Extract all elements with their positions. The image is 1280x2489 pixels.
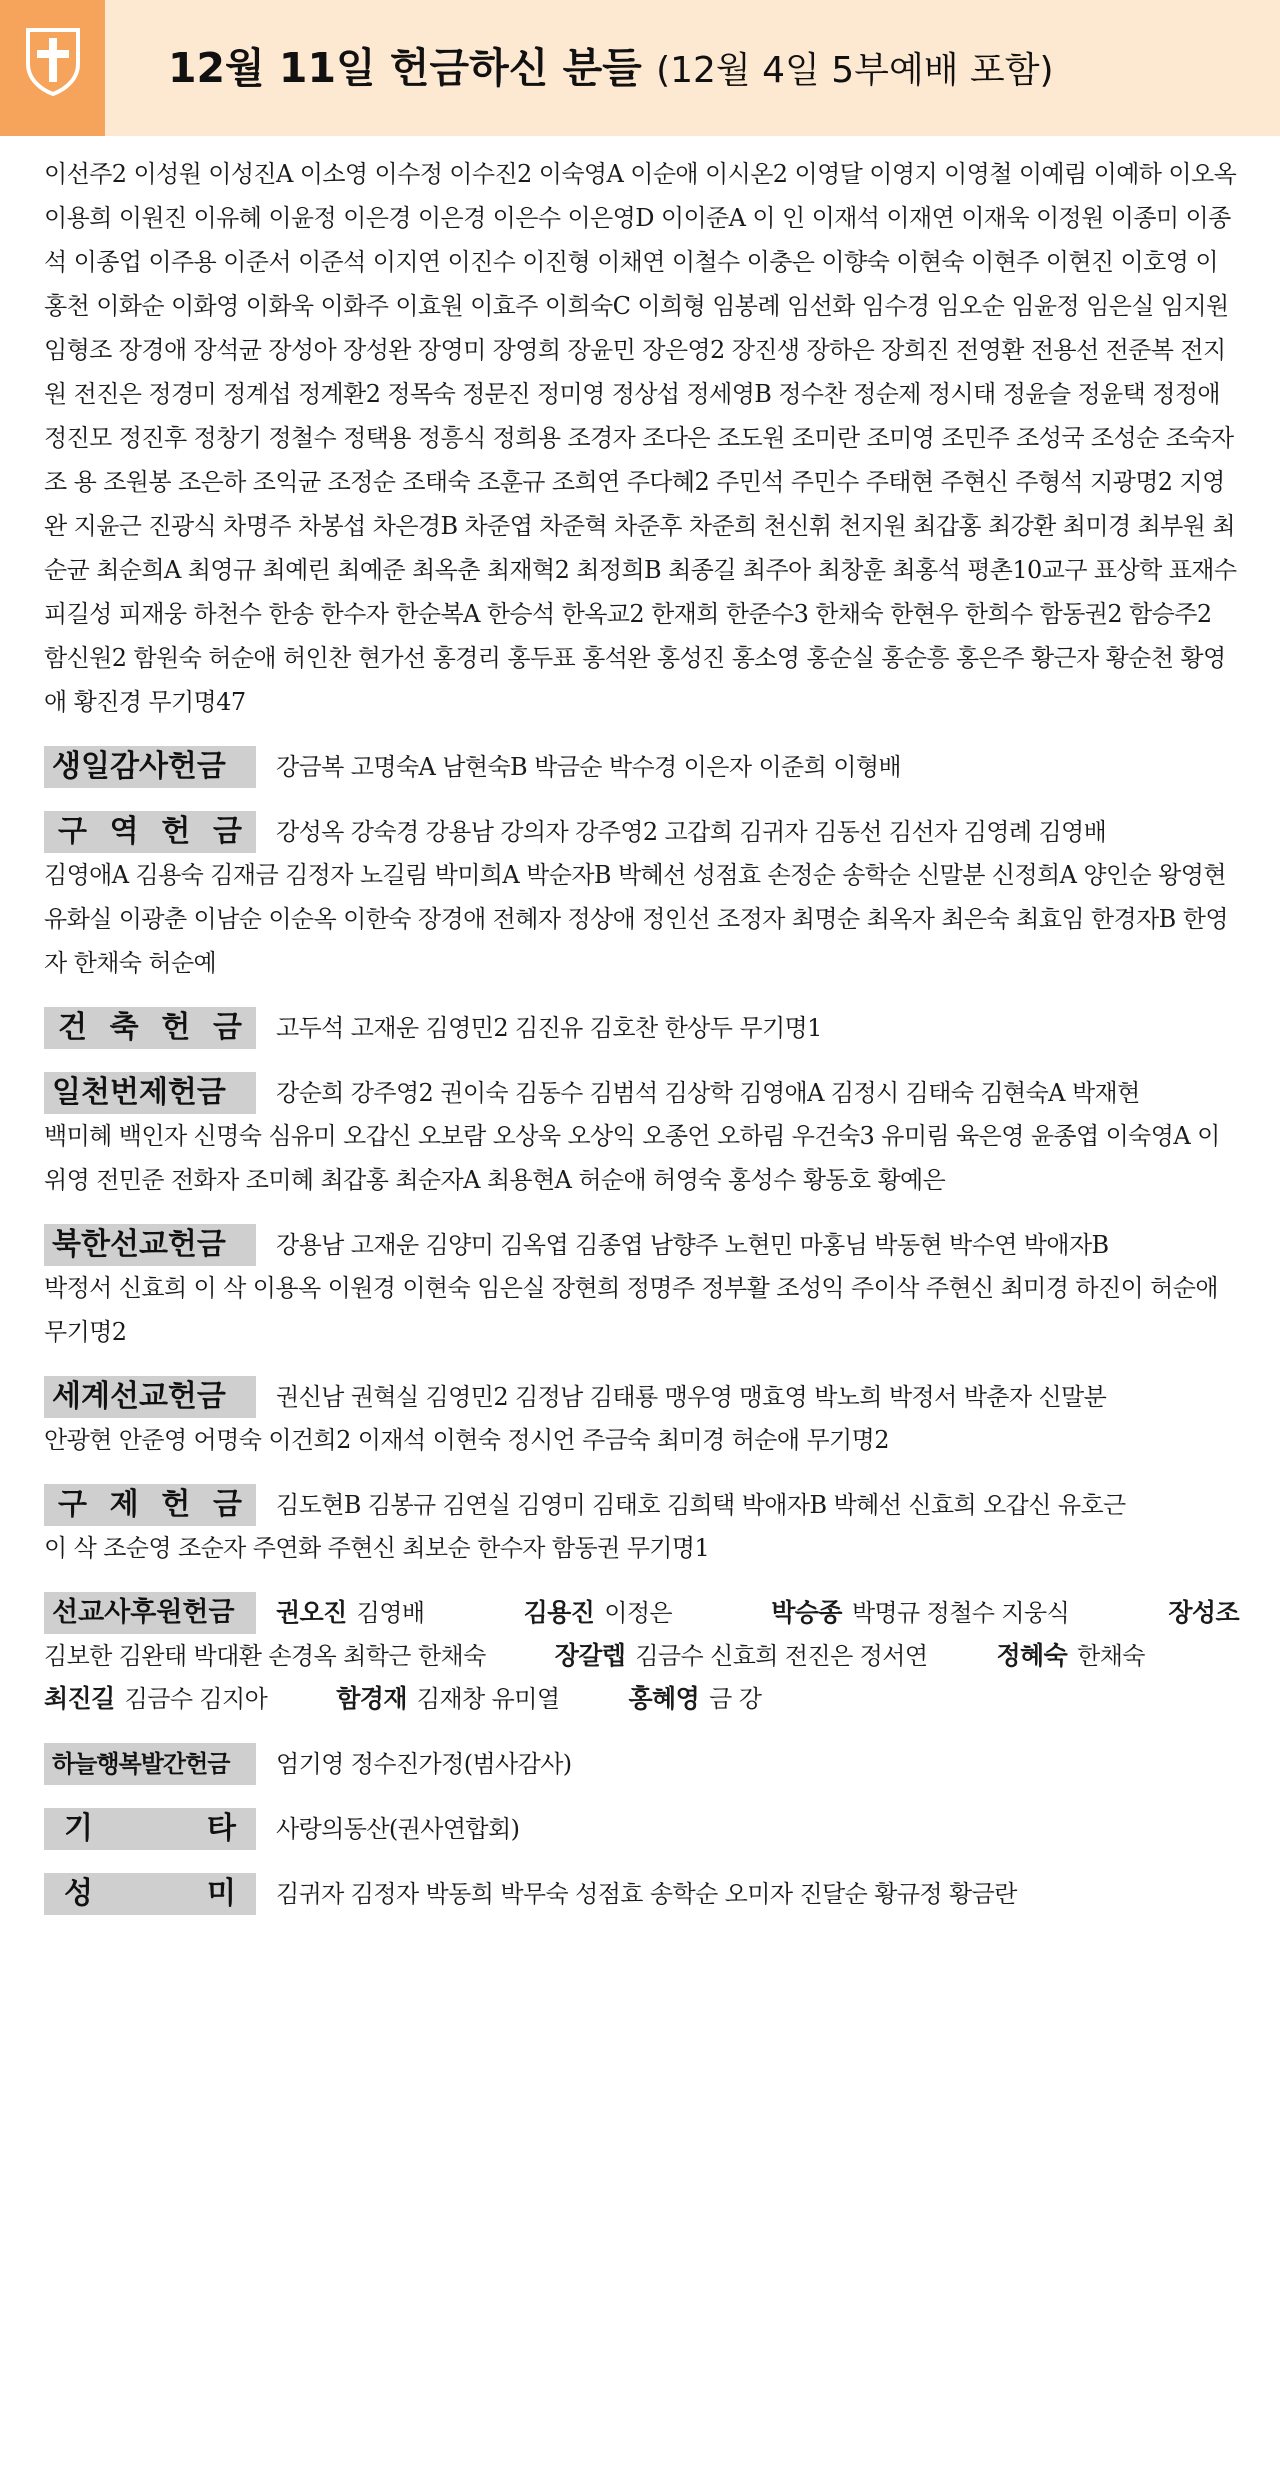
- missionary-group: 장성조: [1168, 1598, 1239, 1627]
- missionary-group: 최진길 김금수 김지아: [44, 1684, 268, 1713]
- content: [44, 152, 1239, 1916]
- section-names-first: 강순희 강주영2 권이숙 김동수 김범석 김상학 김영애A 김정시 김태숙 김현숙A 박재현: [276, 1079, 1140, 1107]
- section-etc: [44, 1808, 1239, 1851]
- main-donor-list: 이선주2 이성원 이성진A 이소영 이수정 이수진2 이숙영A 이순애 이시온2 이영달 이영지 이영철 이예림 이예하 이오옥 이용희 이원진 이유혜 이윤정 이은경 이은경 이은수 이은영D 이이준A 이 인 이재석 이재연 이재욱 이정원 이종미 이종석 이종업 이주용 이준서 이준석 이지연 이진수 이진형 이채연 이철수 이충은 이향숙 이현숙 이현주 이현진 이호영 이홍천 이화순 이화영 이화욱 이화주 이효원 이효주 이희숙C 이희형 임봉례 임선화 임수경 임오순 임윤정 임은실 임지원 임형조 장경애 장석균 장성아 장성완 장영미 장영희 장윤민 장은영2 장진생 장하은 장희진 전영환 전용선 전준복 전지원 전진은 정경미 정계섭 정계환2 정목숙 정문진 정미영 정상섭 정세영B 정수찬 정순제 정시태 정윤슬 정윤택 정정애 정진모 정진후 정창기 정철수 정택용 정흥식 정희용 조경자 조다은 조도원 조미란 조미영 조민주 조성국 조성순 조숙자 조 용 조원봉 조은하 조익균 조정순 조태숙 조훈규 조희연 주다혜2 주민석 주민수 주태현 주현신 주형석 지광명2 지영완 지윤근 진광식 차명주 차봉섭 차은경B 차준엽 차준혁 차준후 차준희 천신휘 천지원 최갑홍 최강환 최미경 최부원 최순균 최순희A 최영규 최예린 최예준 최옥춘 최재혁2 최정희B 최종길 최주아 최창훈 최홍석 평촌10교구 표상학 표재수 피길성 피재웅 하천수 한송 한수자 한순복A 한승석 한옥교2 한재희 한준수3 한채숙 한현우 한희수 함동권2 함승주2 함신원2 함원숙 허순애 허인찬 현가선 홍경리 홍두표 홍석완 홍성진 홍소영 홍순실 홍순흥 홍은주 황근자 황순천 황영애 황진경 무기명47: [44, 160, 1237, 716]
- section-names-first: 권신남 권혁실 김영민2 김정남 김태룡 맹우영 맹효영 박노희 박정서 박춘자 신말분: [276, 1383, 1107, 1411]
- logo-box: [0, 0, 105, 136]
- section-relief: [44, 1484, 1239, 1570]
- section-names: 강금복 고명숙A 남현숙B 박금순 박수경 이은자 이준희 이형배: [276, 753, 901, 781]
- section-label: 생일감사헌금: [44, 746, 256, 788]
- missionary-group: 김용진 이정은: [523, 1598, 673, 1627]
- missionary-group: 함경재 김재창 유미열: [336, 1684, 560, 1713]
- section-label: 구 역 헌 금: [44, 811, 256, 853]
- section-building: [44, 1007, 1239, 1050]
- section-names-rest: 안광현 안준영 어명숙 이건희2 이재석 이현숙 정시언 주금숙 최미경 허순애 무기명2: [44, 1426, 889, 1454]
- section-label: 구 제 헌 금: [44, 1484, 256, 1526]
- section-world: [44, 1376, 1239, 1462]
- header-band: [0, 0, 1280, 136]
- missionary-line-3: [44, 1677, 1239, 1721]
- section-sungmi: [44, 1873, 1239, 1916]
- section-label: 건 축 헌 금: [44, 1007, 256, 1049]
- section-label: 하늘행복발간헌금: [44, 1743, 256, 1785]
- section-names-first: 강용남 고재운 김양미 김옥엽 김종엽 남향주 노현민 마홍님 박동현 박수연 박애자B: [276, 1231, 1109, 1259]
- section-label: 선교사후원헌금: [44, 1592, 256, 1634]
- section-thousand: [44, 1072, 1239, 1202]
- title-subtitle: (12월 4일 5부예배 포함): [656, 50, 1054, 91]
- section-names-rest: 김영애A 김용숙 김재금 김정자 노길림 박미희A 박순자B 박혜선 성점효 손정순 송학순 신말분 신정희A 양인순 왕영현 유화실 이광춘 이남순 이순옥 이한숙 장경애 전혜자 정상애 정인선 조정자 최명순 최옥자 최은숙 최효임 한경자B 한영자 한채숙 허순예: [44, 861, 1228, 977]
- section-label: 세계선교헌금: [44, 1376, 256, 1418]
- section-names: 사랑의동산(권사연합회): [276, 1815, 520, 1843]
- missionary-line-2: 김보한 김완태 박대환 손경옥 최학근 한채숙 장갈렙 김금수 신효희 전진은 정서연 정혜숙 한채숙: [44, 1641, 1145, 1670]
- section-label: 일천번제헌금: [44, 1072, 256, 1114]
- missionary-group: 권오진 김영배: [276, 1598, 425, 1627]
- section-names: 엄기영 정수진가정(범사감사): [276, 1750, 572, 1778]
- section-names-rest: 박정서 신효희 이 삭 이용옥 이원경 이현숙 임은실 장현희 정명주 정부활 조성익 주이삭 주현신 최미경 하진이 허순애 무기명2: [44, 1274, 1218, 1346]
- missionary-group: 홍혜영 금 강: [628, 1684, 762, 1713]
- section-names-first: 강성옥 강숙경 강용남 강의자 강주영2 고갑희 김귀자 김동선 김선자 김영례 김영배: [276, 818, 1107, 846]
- missionary-group: 장갈렙 김금수 신효희 전진은 정서연: [554, 1641, 928, 1670]
- section-names: 김귀자 김정자 박동희 박무숙 성점효 송학순 오미자 진달순 황규정 황금란: [276, 1880, 1017, 1908]
- section-names-first: 김도현B 김봉규 김연실 김영미 김태호 김희택 박애자B 박혜선 신효희 오갑신 유호근: [276, 1491, 1126, 1519]
- missionary-line-1: [276, 1591, 1239, 1635]
- section-label: 북한선교헌금: [44, 1224, 256, 1266]
- section-sky: [44, 1743, 1239, 1786]
- section-label: 기 타: [44, 1808, 256, 1850]
- section-names-rest: 이 삭 조순영 조순자 주연화 주현신 최보순 한수자 함동권 무기명1: [44, 1534, 710, 1562]
- section-missionary: [44, 1592, 1239, 1721]
- section-names: 고두석 고재운 김영민2 김진유 김호찬 한상두 무기명1: [276, 1014, 822, 1042]
- missionary-group: 박승종 박명규 정철수 지웅식: [771, 1598, 1070, 1627]
- section-north: [44, 1224, 1239, 1354]
- section-district: [44, 811, 1239, 985]
- cross-shield-icon: [24, 26, 82, 96]
- section-birthday: [44, 746, 1239, 789]
- missionary-group: 정혜숙 한채숙: [996, 1641, 1145, 1670]
- section-label: 성 미: [44, 1873, 256, 1915]
- section-names-rest: 백미혜 백인자 신명숙 심유미 오갑신 오보람 오상욱 오상익 오종언 오하림 우건숙3 유미림 육은영 윤종엽 이숙영A 이위영 전민준 전화자 조미혜 최갑홍 최순자A 최용현A 허순애 허영숙 홍성수 황동호 황예은: [44, 1122, 1220, 1194]
- title-main: 12월 11일 헌금하신 분들: [168, 44, 642, 92]
- page-title: [168, 42, 1054, 97]
